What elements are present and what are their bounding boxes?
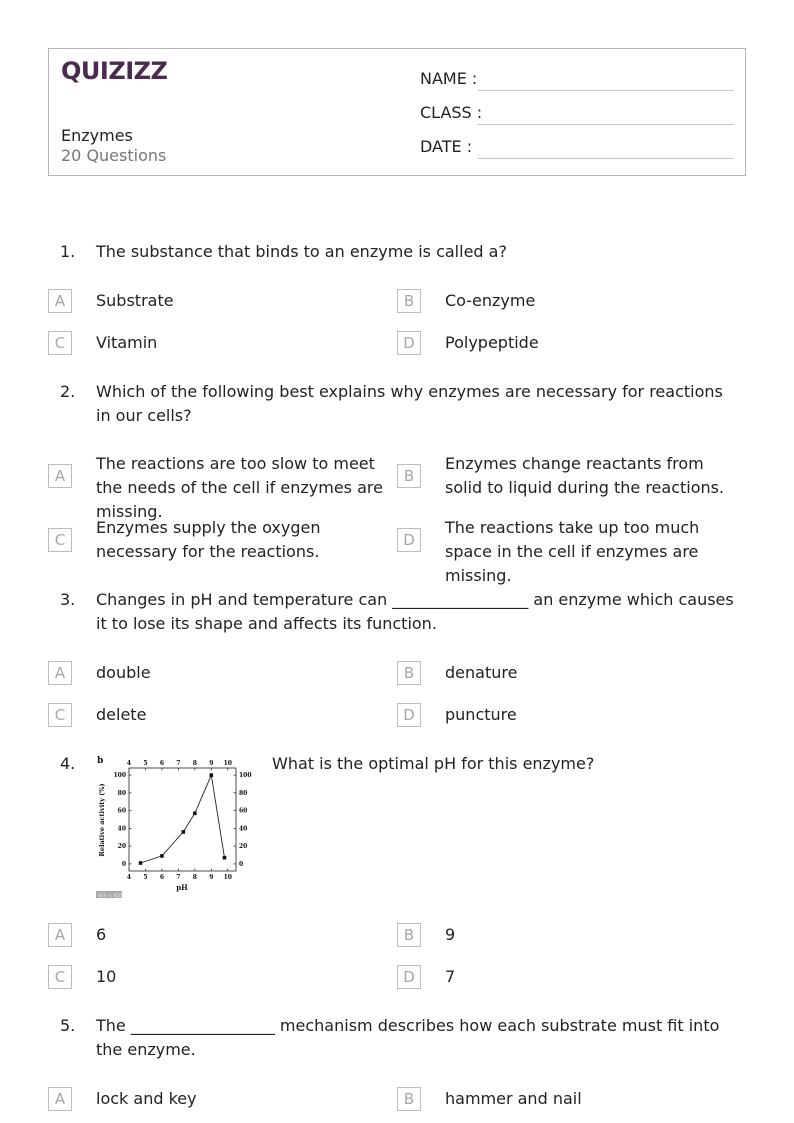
option-d-box[interactable]: D bbox=[397, 528, 421, 552]
x-tick-label-top: 8 bbox=[192, 760, 197, 767]
y-tick-label-right: 80 bbox=[239, 789, 248, 797]
data-point bbox=[210, 773, 214, 777]
y-tick-label-right: 60 bbox=[239, 807, 248, 815]
y-tick-label-left: 60 bbox=[117, 807, 126, 815]
option-b-box[interactable]: B bbox=[397, 923, 421, 947]
question-number: 5. bbox=[60, 1016, 76, 1035]
x-axis-label: pH bbox=[176, 883, 188, 892]
x-tick-label-bottom: 8 bbox=[192, 874, 197, 881]
data-point bbox=[182, 830, 186, 834]
y-tick-label-left: 80 bbox=[117, 789, 126, 797]
option-c-box[interactable]: C bbox=[48, 528, 72, 552]
option-c-box[interactable]: C bbox=[48, 965, 72, 989]
y-tick-label-right: 0 bbox=[239, 860, 244, 868]
option-text: delete bbox=[96, 705, 147, 724]
worksheet-title: Enzymes bbox=[61, 126, 133, 145]
x-tick-label-top: 5 bbox=[143, 760, 148, 767]
question-text: The substance that binds to an enzyme is called a? bbox=[96, 242, 507, 261]
option-text: 6 bbox=[96, 925, 107, 944]
y-tick-label-left: 100 bbox=[113, 772, 126, 780]
y-tick-label-left: 0 bbox=[121, 860, 126, 868]
option-b-box[interactable]: B bbox=[397, 464, 421, 488]
y-tick-label-right: 20 bbox=[239, 843, 248, 851]
option-d-box[interactable]: D bbox=[397, 965, 421, 989]
question-count: 20 Questions bbox=[61, 146, 167, 165]
y-tick-label-right: 40 bbox=[239, 825, 248, 833]
data-point bbox=[139, 861, 143, 865]
option-text: Enzymes supply the oxygen necessary for the reactions. bbox=[96, 518, 321, 561]
data-point bbox=[193, 811, 197, 815]
y-axis-label: Relative activity (%) bbox=[98, 783, 106, 857]
option-text: Enzymes change reactants from solid to liquid during the reactions. bbox=[445, 454, 725, 497]
option-text: Vitamin bbox=[96, 333, 158, 352]
option-b-box[interactable]: B bbox=[397, 289, 421, 313]
data-point bbox=[223, 856, 227, 860]
question-number: 3. bbox=[60, 590, 76, 609]
option-text: 7 bbox=[445, 967, 456, 986]
option-text: Polypeptide bbox=[445, 333, 539, 352]
option-d-box[interactable]: D bbox=[397, 331, 421, 355]
option-text: 9 bbox=[445, 925, 456, 944]
option-a-box[interactable]: A bbox=[48, 289, 72, 313]
class-field[interactable] bbox=[420, 103, 734, 123]
ph-activity-chart bbox=[96, 752, 256, 898]
option-text: denature bbox=[445, 663, 518, 682]
name-line[interactable] bbox=[478, 90, 734, 91]
x-tick-label-top: 9 bbox=[209, 760, 214, 767]
option-a-box[interactable]: A bbox=[48, 464, 72, 488]
x-tick-label-bottom: 9 bbox=[209, 874, 214, 881]
x-tick-label-bottom: 4 bbox=[126, 874, 132, 881]
option-d-box[interactable]: D bbox=[397, 703, 421, 727]
x-tick-label-top: 4 bbox=[126, 760, 132, 767]
option-c-box[interactable]: C bbox=[48, 703, 72, 727]
worksheet-header bbox=[48, 48, 746, 176]
question-text: Changes in pH and temperature can _________________ an enzyme which causes it to lose its shape and affects its function. bbox=[96, 590, 734, 633]
option-text: hammer and nail bbox=[445, 1089, 582, 1108]
option-text: lock and key bbox=[96, 1089, 197, 1108]
data-point bbox=[160, 854, 164, 858]
option-text: double bbox=[96, 663, 151, 682]
question-number: 4. bbox=[60, 754, 76, 773]
x-tick-label-top: 7 bbox=[176, 760, 181, 767]
option-a-box[interactable]: A bbox=[48, 923, 72, 947]
date-line[interactable] bbox=[478, 158, 734, 159]
x-tick-label-bottom: 7 bbox=[176, 874, 181, 881]
name-label: NAME : bbox=[420, 69, 478, 88]
image-size-tag-text: 450 × 450 bbox=[98, 894, 122, 898]
class-line[interactable] bbox=[478, 124, 734, 125]
question-number: 1. bbox=[60, 242, 76, 261]
y-tick-label-left: 20 bbox=[117, 843, 126, 851]
option-text: Co-enzyme bbox=[445, 291, 536, 310]
option-text: 10 bbox=[96, 967, 117, 986]
question-number: 2. bbox=[60, 382, 76, 401]
option-a-box[interactable]: A bbox=[48, 661, 72, 685]
option-text: The reactions take up too much space in the cell if enzymes are missing. bbox=[445, 518, 700, 585]
chart-panel-label: b bbox=[97, 756, 104, 766]
y-tick-label-left: 40 bbox=[117, 825, 126, 833]
quizizz-logo: QUIZIZZ bbox=[61, 57, 168, 85]
x-tick-label-top: 10 bbox=[223, 760, 232, 767]
option-text: Substrate bbox=[96, 291, 174, 310]
option-c-box[interactable]: C bbox=[48, 331, 72, 355]
date-label: DATE : bbox=[420, 137, 473, 156]
x-tick-label-bottom: 10 bbox=[223, 874, 232, 881]
name-field[interactable] bbox=[420, 69, 734, 89]
option-b-box[interactable]: B bbox=[397, 1087, 421, 1111]
x-tick-label-top: 6 bbox=[159, 760, 165, 767]
option-a-box[interactable]: A bbox=[48, 1087, 72, 1111]
option-text: The reactions are too slow to meet the needs of the cell if enzymes are missing. bbox=[96, 454, 383, 521]
option-b-box[interactable]: B bbox=[397, 661, 421, 685]
x-tick-label-bottom: 5 bbox=[143, 874, 148, 881]
question-text: What is the optimal pH for this enzyme? bbox=[272, 754, 595, 773]
class-label: CLASS : bbox=[420, 103, 483, 122]
question-text: The __________________ mechanism describes how each substrate must fit into the enzyme. bbox=[96, 1016, 720, 1059]
question-text: Which of the following best explains why enzymes are necessary for reactions in our cells? bbox=[96, 382, 723, 425]
option-text: puncture bbox=[445, 705, 517, 724]
date-field[interactable] bbox=[420, 137, 734, 157]
x-tick-label-bottom: 6 bbox=[159, 874, 165, 881]
y-tick-label-right: 100 bbox=[239, 772, 252, 780]
